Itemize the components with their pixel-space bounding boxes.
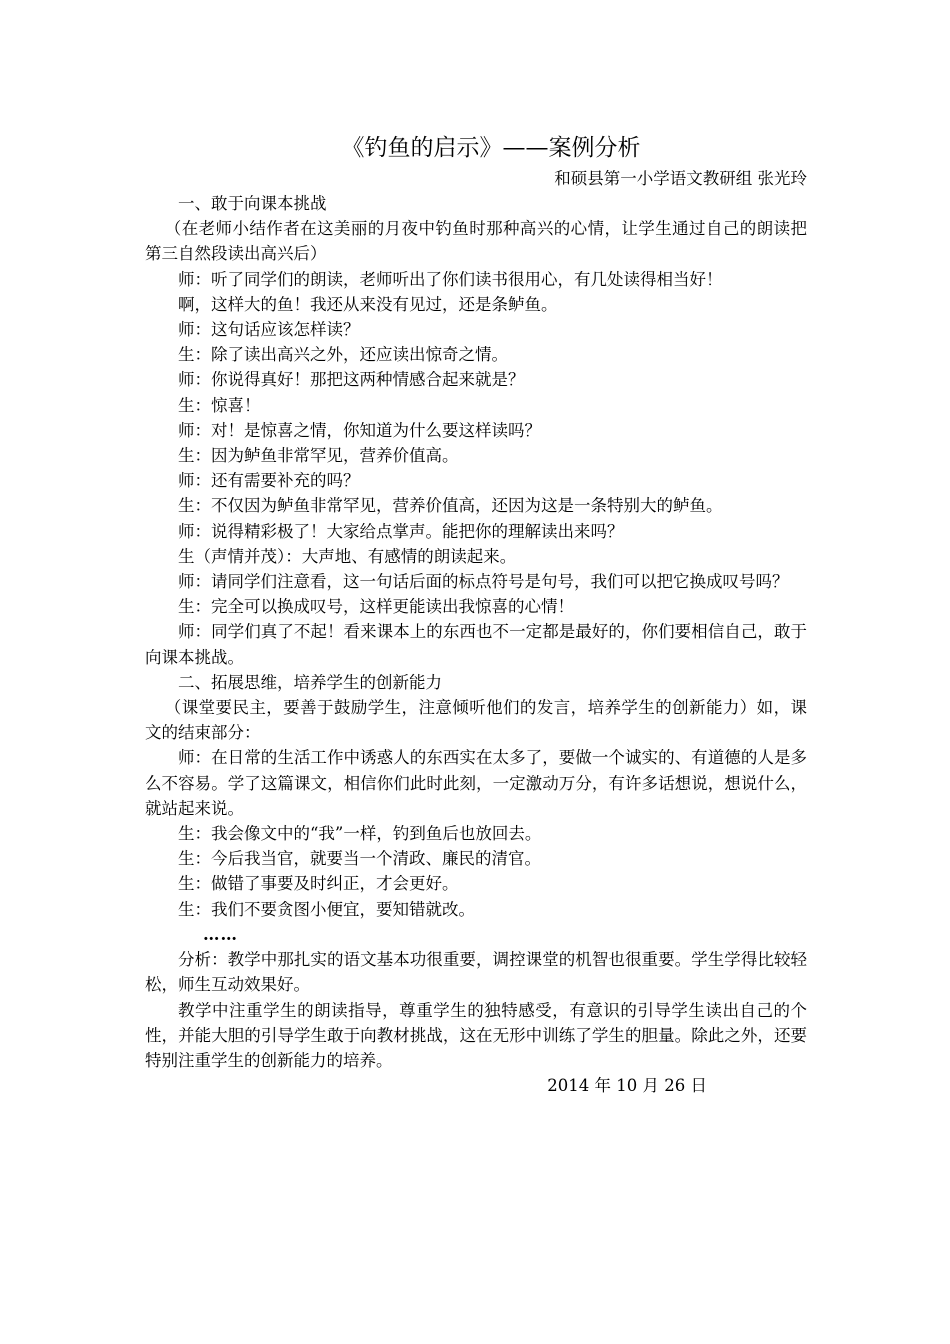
- dialogue-line: 师：在日常的生活工作中诱惑人的东西实在太多了，要做一个诚实的、有道德的人是多么不容易。学了这篇课文，相信你们此时此刻，一定激动万分，有许多话想说，想说什么，就站起来说。: [145, 748, 807, 818]
- ellipsis: ……: [203, 924, 238, 944]
- dialogue-line: 生：惊喜！: [178, 395, 261, 415]
- dialogue-line: 师：这句话应该怎样读？: [178, 320, 360, 340]
- dialogue-line: 师：请同学们注意看，这一句话后面的标点符号是句号，我们可以把它换成叹号吗？: [178, 572, 789, 592]
- dialogue-line: 啊，这样大的鱼！我还从来没有见过，还是条鲈鱼。: [178, 294, 558, 314]
- dialogue-line: 生：不仅因为鲈鱼非常罕见，营养价值高，还因为这是一条特别大的鲈鱼。: [178, 496, 723, 516]
- section2-heading: 二、拓展思维，培养学生的创新能力: [178, 672, 442, 692]
- dialogue-line: 师：听了同学们的朗读，老师听出了你们读书很用心，有几处读得相当好！: [178, 269, 723, 289]
- dialogue-line: 师：你说得真好！那把这两种情感合起来就是？: [178, 370, 525, 390]
- dialogue-line: 生：我们不要贪图小便宜，要知错就改。: [178, 899, 475, 919]
- dialogue-line: 生：我会像文中的“我”一样，钓到鱼后也放回去。: [178, 824, 542, 844]
- dialogue-line: 师：说得精彩极了！大家给点掌声。能把你的理解读出来吗？: [178, 521, 624, 541]
- dialogue-line: 生：完全可以换成叹号，这样更能读出我惊喜的心情！: [178, 597, 574, 617]
- document-author: 和硕县第一小学语文教研组 张光玲: [554, 169, 807, 188]
- analysis-paragraph: 教学中注重学生的朗读指导，尊重学生的独特感受，有意识的引导学生读出自己的个性，并能大胆的引导学生敢于向教材挑战，这在无形中训练了学生的胆量。除此之外，还要特别注重学生的创新能力的培养。: [145, 1000, 807, 1070]
- dialogue-line: 生：除了读出高兴之外，还应读出惊奇之情。: [178, 345, 508, 365]
- dialogue-line: 生：做错了事要及时纠正，才会更好。: [178, 874, 459, 894]
- dialogue-line: 生：因为鲈鱼非常罕见，营养价值高。: [178, 446, 459, 466]
- document-date: 2014 年 10 月 26 日: [547, 1076, 707, 1096]
- dialogue-line: 师：同学们真了不起！看来课本上的东西也不一定都是最好的，你们要相信自己，敢于向课本挑战。: [145, 622, 807, 667]
- dialogue-line: 生（声情并茂）：大声地、有感情的朗读起来。: [178, 546, 517, 566]
- dialogue-line: 师：对！是惊喜之情，你知道为什么要这样读吗？: [178, 420, 541, 440]
- document-title: 《钓鱼的启示》——案例分析: [341, 135, 641, 161]
- analysis-paragraph: 分析：教学中那扎实的语文基本功很重要，调控课堂的机智也很重要。学生学得比较轻松，师生互动效果好。: [145, 950, 807, 995]
- dialogue-line: 师：还有需要补充的吗？: [178, 471, 360, 491]
- document-page: [145, 130, 807, 1098]
- section1-heading: 一、敢于向课本挑战: [178, 194, 327, 213]
- section1-intro: （在老师小结作者在这美丽的月夜中钓鱼时那种高兴的心情，让学生通过自己的朗读把第三自然段读出高兴后）: [145, 219, 807, 264]
- dialogue-line: 生：今后我当官，就要当一个清政、廉民的清官。: [178, 849, 541, 869]
- section2-intro: （课堂要民主，要善于鼓励学生，注意倾听他们的发言，培养学生的创新能力）如，课文的结束部分：: [145, 698, 807, 743]
